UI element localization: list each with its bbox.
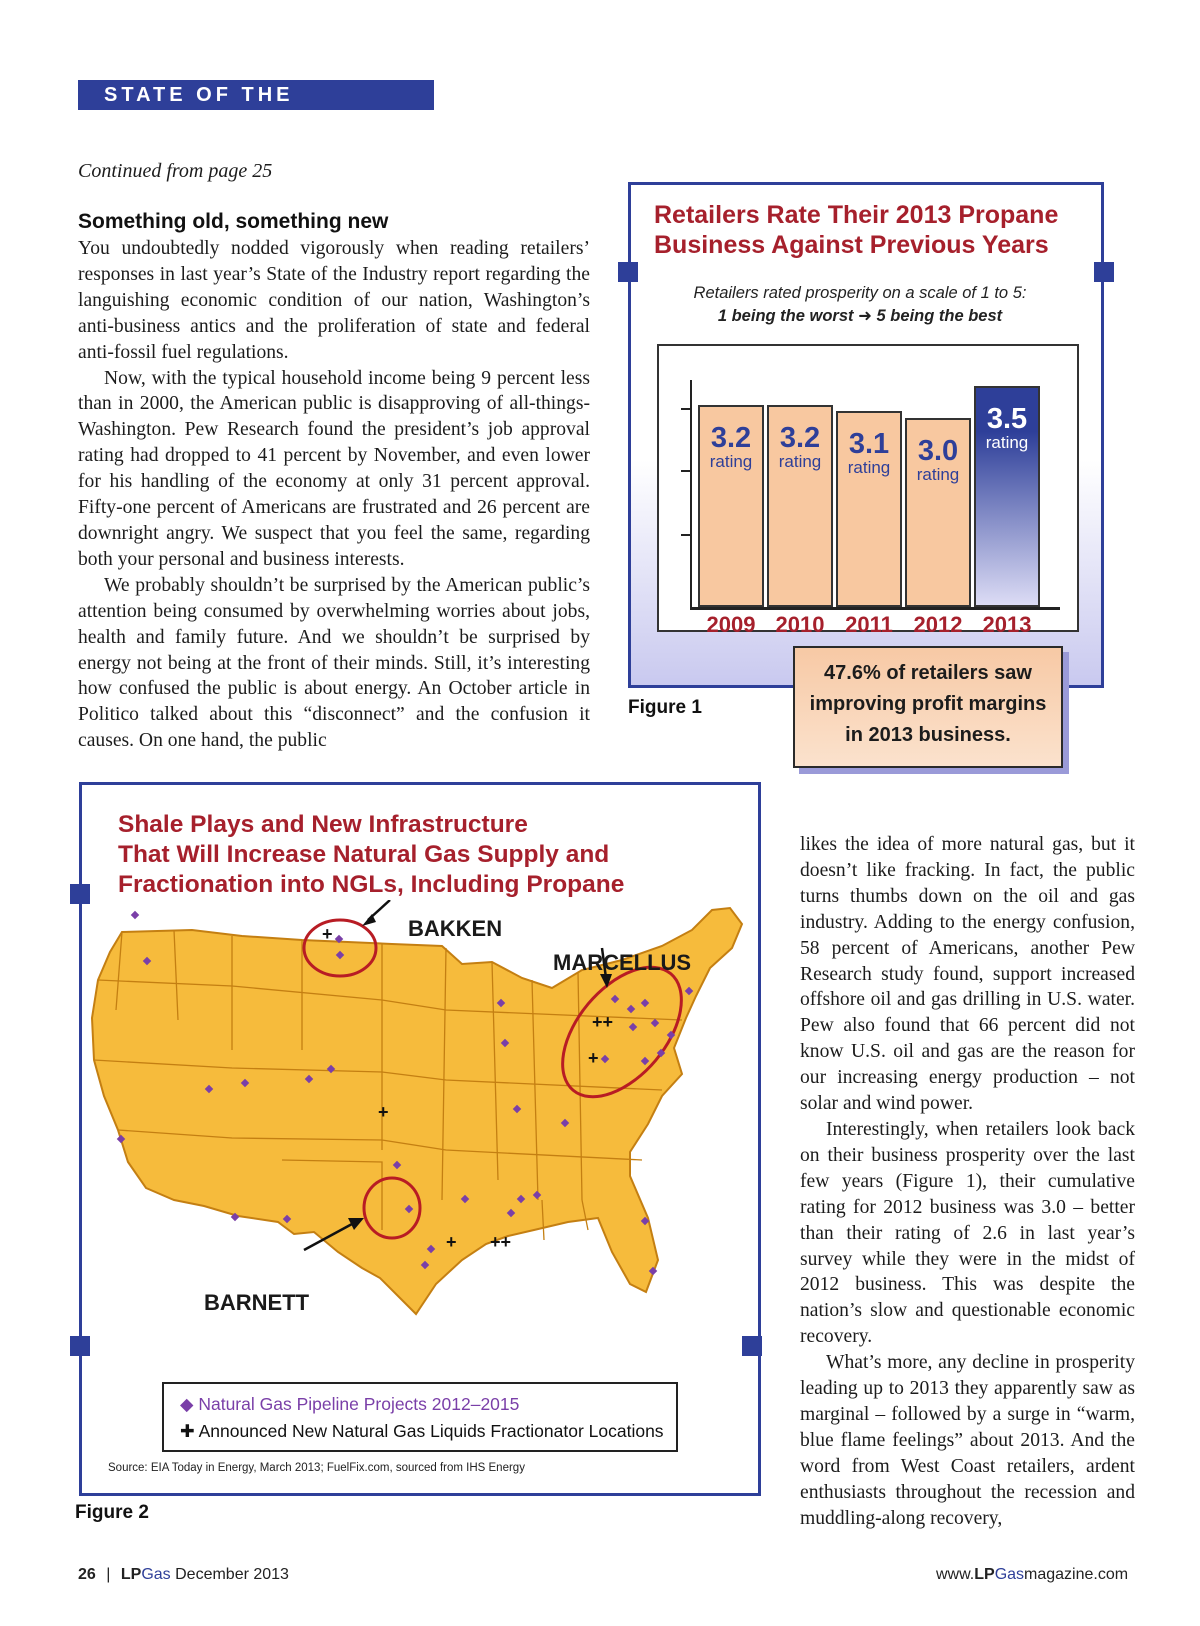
article-paragraph: Interestingly, when retailers look back on their business prosperity over the last few years (Figure 1), their cumulative rating for 2012 business was 3.0 – better than their rating of 2.6 in last year’s survey while they were in the midst of 2012 business. This was despite the nation’s slow and questionable economic recovery.: [800, 1118, 1135, 1348]
map-title-line: Shale Plays and New Infrastructure: [118, 811, 528, 838]
cross-icon: ✚: [180, 1421, 195, 1441]
chart-title: Retailers Rate Their 2013 Propane Business Against Previous Years: [654, 201, 1059, 259]
chart-x-tick-label: 2011: [845, 612, 893, 637]
figure1-label: Figure 1: [628, 697, 702, 718]
chart-bar-unit-label: rating: [916, 465, 960, 484]
legend-text: Natural Gas Pipeline Projects 2012–2015: [198, 1394, 520, 1414]
scale-high-label: 5 being the best: [876, 307, 1003, 325]
article-paragraph: Now, with the typical household income being 9 percent less than in 2000, the American public is disapproving of all-things-Washington. Pew Research found the president’s job approval rating had dropped to 41 percent by November, and even lower for his handling of the economy at only 31 percent approval. Fifty-one percent of Americans are frustrated and 26 percent are downright angry. We suspect that you feel the same, regarding both your personal and business interests.: [78, 367, 590, 570]
chart-bar-value-label: 3.5: [986, 403, 1028, 435]
svg-text:++: ++: [490, 1232, 512, 1252]
continued-note: Continued from page 25: [78, 160, 273, 182]
chart-x-tick-label: 2009: [706, 612, 756, 637]
article-right-column: [800, 832, 1135, 1531]
chart-x-tick-label: 2013: [982, 612, 1032, 637]
article-paragraph: likes the idea of more natural gas, but it doesn’t like fracking. In fact, the public turns thumbs down on the oil and gas industry. Adding to the energy confusion, 58 percent of Americans, another Pew Research study found, support increased offshore oil and gas drilling in U.S. water. Pew also found that 66 percent did not know U.S. oil and gas are the reason for our increasing energy production – not solar and wind power.: [800, 834, 1135, 1115]
section-tag: STATE OF THE INDUSTRY: [78, 80, 434, 110]
svg-text:++: ++: [592, 1012, 614, 1032]
y-axis-tick: [681, 534, 691, 536]
map-legend: [162, 1382, 678, 1452]
legend-text: Announced New Natural Gas Liquids Fractionator Locations: [198, 1421, 664, 1441]
svg-text:+: +: [378, 1102, 389, 1122]
chart-callout: [793, 646, 1063, 768]
article-paragraph: What’s more, any decline in prosperity leading up to 2013 they apparently saw as marginal – followed by a surge in “warm, blue flame feelings” about 2013. And the word from West Coast retailers, ardent enthusiasts throughout the recession and muddling-along recovery,: [800, 1352, 1135, 1529]
chart-bar-unit-label: rating: [778, 452, 822, 471]
diamond-icon: ◆: [180, 1394, 194, 1414]
marcellus-label: MARCELLUS: [553, 950, 692, 975]
chart-subtitle-scale: [640, 306, 1080, 326]
figure2-label: Figure 2: [75, 1502, 149, 1523]
url-suffix: magazine.com: [1024, 1566, 1129, 1583]
frame-corner-marker: [1094, 262, 1114, 282]
chart-x-tick-label: 2010: [775, 612, 825, 637]
chart-y-axis: [690, 380, 692, 608]
chart-subtitle: Retailers rated prosperity on a scale of 1 to 5:: [693, 284, 1027, 302]
article-paragraph: You undoubtedly nodded vigorously when reading retailers’ responses in last year’s State of the Industry report regarding the languishing economic condition of our nation, Washington’s anti-business antics and the proliferation of state and federal anti-fossil fuel regulations.: [78, 238, 590, 363]
url-lp: LP: [974, 1566, 995, 1583]
chart-bar-value-label: 3.2: [710, 422, 752, 454]
chart-bar-unit-label: rating: [847, 458, 891, 477]
footer-page-info: [78, 1566, 289, 1584]
article-paragraph: We probably shouldn’t be surprised by the American public’s attention being consumed by overwhelming worries about jobs, health and family future. And we shouldn’t be surprised by energy not being at the front of their minds. Still, it’s interesting how confused the public is about energy. An October article in Politico talked about this “disconnect” and the confusion it causes. On one hand, the public: [78, 574, 590, 752]
map-title: [118, 810, 678, 900]
y-axis-tick: [681, 470, 691, 472]
footer-url[interactable]: [936, 1566, 1128, 1584]
map-title-line: That Will Increase Natural Gas Supply and: [118, 841, 610, 868]
svg-text:+: +: [322, 924, 333, 944]
frame-corner-marker: [618, 262, 638, 282]
chart-bar-unit-label: rating: [709, 452, 753, 471]
chart-bar-value-label: 3.0: [917, 435, 959, 467]
svg-text:+: +: [588, 1048, 599, 1068]
map-title-line: Fractionation into NGLs, Including Propane: [118, 871, 625, 898]
svg-text:+: +: [446, 1232, 457, 1252]
page-number: 26: [78, 1566, 96, 1583]
chart-bar-unit-label: rating: [985, 433, 1029, 452]
legend-row-fractionator: [180, 1421, 664, 1442]
barnett-label: BARNETT: [204, 1290, 310, 1315]
chart-bar-value-label: 3.2: [779, 422, 821, 454]
chart-bar-value-label: 3.1: [848, 428, 890, 460]
callout-line: in 2013 business.: [845, 724, 1011, 746]
brand-lp: LP: [120, 1566, 142, 1583]
bakken-label: BAKKEN: [408, 916, 503, 941]
callout-line: 47.6% of retailers saw: [824, 662, 1032, 684]
footer-separator: |: [106, 1566, 111, 1583]
y-axis-tick: [681, 408, 691, 410]
article-left-column: [78, 210, 590, 754]
url-gas: Gas: [994, 1566, 1025, 1583]
article-subhead: Something old, something new: [78, 210, 389, 233]
callout-line: improving profit margins: [809, 693, 1047, 715]
legend-row-pipeline: [180, 1394, 519, 1415]
arrow-right-icon: ➜: [858, 307, 872, 325]
brand-gas: Gas: [141, 1566, 171, 1583]
chart-x-tick-label: 2012: [913, 612, 963, 637]
map-source: Source: EIA Today in Energy, March 2013; FuelFix.com, sourced from IHS Energy: [108, 1462, 525, 1474]
issue-date: December 2013: [175, 1566, 289, 1583]
url-prefix: www.: [936, 1566, 975, 1583]
scale-low-label: 1 being the worst: [717, 307, 854, 325]
chart-x-axis: [690, 607, 1060, 610]
